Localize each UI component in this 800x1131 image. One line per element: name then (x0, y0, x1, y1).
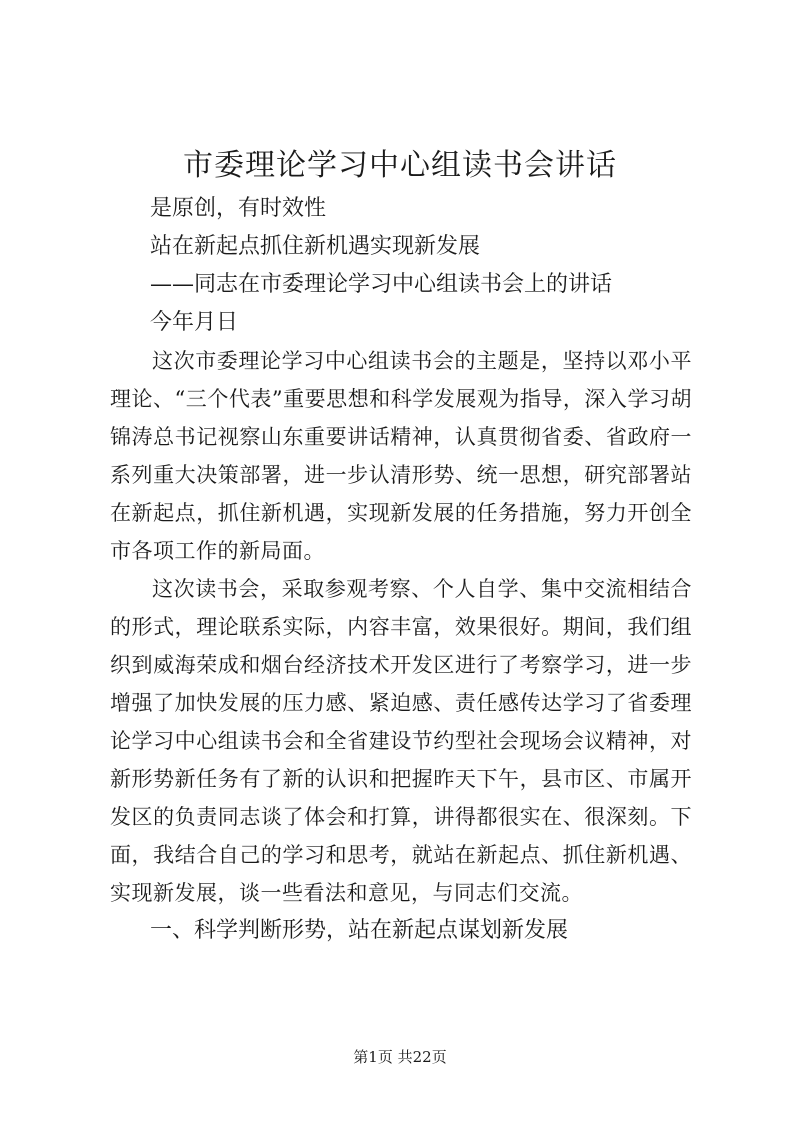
page-footer: 第1页 共22页 (353, 1048, 447, 1066)
paragraph-2: 这次读书会，采取参观考察、个人自学、集中交流相结合的形式，理论联系实际，内容丰富，效果很好。期间，我们组织到威海荣成和烟台经济技术开发区进行了考察学习，进一步增强了加快发展的压力感、紧迫感、责任感传达学习了省委理论学习中心组读书会和全省建设节约型社会现场会议精神，对新形势新任务有了新的认识和把握昨天下午，县市区、市属开发区的负责同志谈了体会和打算，讲得都很实在、很深刻。下面，我结合自己的学习和思考，就站在新起点、抓住新机遇、实现新发展，谈一些看法和意见，与同志们交流。 (110, 577, 692, 905)
paragraph-1: 这次市委理论学习中心组读书会的主题是，坚持以邓小平理论、“三个代表”重要思想和科学发展观为指导，深入学习胡锦涛总书记视察山东重要讲话精神，认真贯彻省委、省政府一系列重大决策部署，进一步认清形势、统一思想，研究部署站在新起点，抓住新机遇，实现新发展的任务措施，努力开创全市各项工作的新局面。 (110, 349, 692, 563)
note-line: 是原创，有时效性 (150, 196, 327, 221)
date-line: 今年月日 (150, 310, 239, 335)
document-body (110, 190, 692, 950)
section-heading: 一、科学判断形势，站在新起点谋划新发展 (150, 918, 569, 943)
subtitle-line: 站在新起点抓住新机遇实现新发展 (150, 234, 481, 259)
speaker-line: ——同志在市委理论学习中心组读书会上的讲话 (150, 272, 613, 297)
document-title: 市委理论学习中心组读书会讲话 (183, 148, 617, 183)
